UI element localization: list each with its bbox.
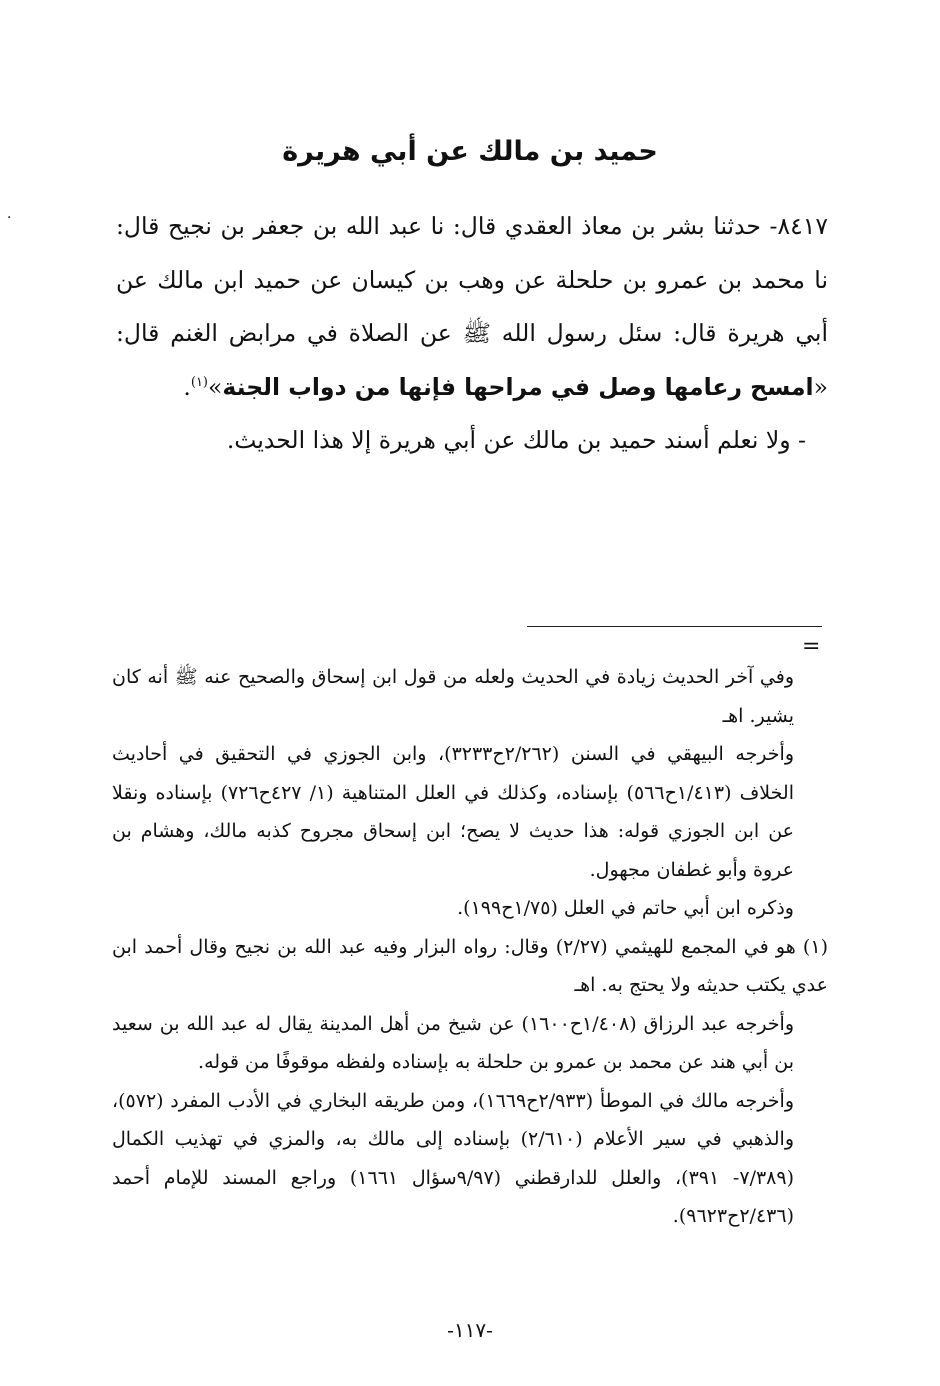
hadith-quote-close: »: [208, 372, 223, 401]
hadith-quote: امسح رعامها وصل في مراحها فإنها من دواب الجنة: [222, 372, 814, 401]
hadith-period: .: [183, 372, 191, 401]
margin-mark: ·: [7, 210, 12, 226]
hadith-chain: ٨٤١٧- حدثنا بشر بن معاذ العقدي قال: نا عبد الله بن جعفر بن نجيح قال: نا محمد بن عمرو بن حلحلة عن وهب بن كيسان عن حميد ابن مالك عن أبي هريرة قال: سئل رسول الله ﷺ عن الصلاة في مرابض الغنم قال: «: [116, 212, 828, 401]
footnote-separator: [527, 626, 822, 627]
hadith-body: [116, 200, 828, 468]
footnote-paragraph: وأخرجه مالك في الموطأ (٢/٩٣٣ح١٦٦٩)، ومن طريقه البخاري في الأدب المفرد (٥٧٢)، والذهبي في سير الأعلام (٢/٦١٠) بإسناده إلى مالك به، والمزي في تهذيب الكمال (٧/٣٨٩- ٣٩١)، والعلل للدارقطني (٩/٩٧سؤال ١٦٦١) وراجع المسند للإمام أحمد (٢/٤٣٦ح٩٦٢٣).: [112, 1089, 795, 1227]
footnotes: [112, 658, 828, 1236]
continuation-mark: =: [802, 634, 821, 659]
section-heading: حميد بن مالك عن أبي هريرة: [282, 136, 658, 167]
footnote-paragraph: وذكره ابن أبي حاتم في العلل (١/٧٥ح١٩٩).: [457, 897, 794, 919]
hadith-text: [116, 200, 828, 414]
footnote-paragraph: وأخرجه عبد الرزاق (١/٤٠٨ح١٦٠٠) عن شيخ من أهل المدينة يقال له عبد الله بن سعيد بن أبي هند عن محمد بن عمرو بن حلحلة به بإسناده ولفظه موقوفًا من قوله.: [112, 1012, 795, 1073]
page-number: -١١٧-: [447, 1318, 493, 1342]
footnote-paragraph: وأخرجه البيهقي في السنن (٢/٢٦٢ح٣٢٣٣)، وابن الجوزي في التحقيق في أحاديث الخلاف (١/٤١٣ح٥٦٦) بإسناده، وكذلك في العلل المتناهية (١/ ٤٢٧ح٧٢٦) بإسناده ونقلا عن ابن الجوزي قوله: هذا حديث لا يصح؛ ابن إسحاق مجروح كذبه مالك، وهشام بن عروة وأبو غطفان مجهول.: [112, 743, 794, 881]
hadith-note: - ولا نعلم أسند حميد بن مالك عن أبي هريرة إلا هذا الحديث.: [226, 426, 806, 454]
footnote-paragraph: وفي آخر الحديث زيادة في الحديث ولعله من قول ابن إسحاق والصحيح عنه ﷺ أنه كان يشير. اهـ: [112, 666, 794, 727]
footnote-ref: (١): [190, 374, 208, 390]
footnote-1: (١) هو في المجمع للهيثمي (٢/٢٧) وقال: رواه البزار وفيه عبد الله بن نجيح وقال أحمد ابن عدي يكتب حديثه ولا يحتج به. اهـ: [112, 935, 828, 996]
